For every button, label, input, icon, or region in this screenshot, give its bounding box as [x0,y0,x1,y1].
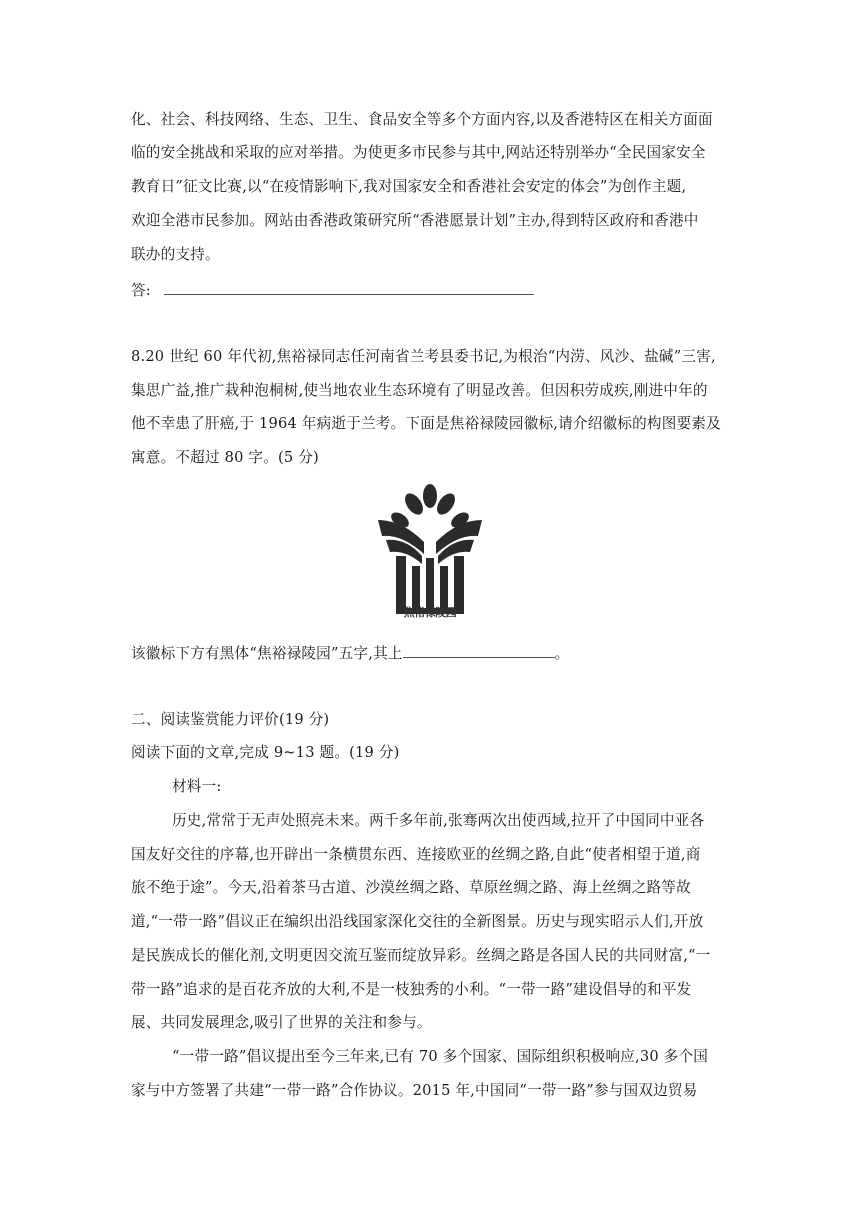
text-line: 临的安全挑战和采取的应对举措。为使更多市民参与其中,网站还特别举办“全民国家安全 [131,144,706,161]
text-line: 带一路”追求的是百花齐放的大利,不是一枝独秀的小利。“一带一路”建设倡导的和平发 [131,981,692,998]
text-line: 国友好交往的序幕,也开辟出一条横贯东西、连接欧亚的丝绸之路,自此“使者相望于道,商 [131,846,701,863]
text-line: 旅不绝于途”。今天,沿着茶马古道、沙漠丝绸之路、草原丝绸之路、海上丝绸之路等故 [131,879,691,896]
text-line: 道,“一带一路”倡议正在编织出沿线国家深化交往的全新图景。历史与现实昭示人们,开放 [131,913,704,930]
text-line: “一带一路”倡议提出至今三年来,已有 70 多个国家、国际组织积极响应,30 多个国 [172,1048,709,1065]
question-line: 集思广益,推广栽种泡桐树,使当地农业生态环境有了明显改善。但因积劳成疾,刚进中年的 [131,382,708,399]
text-line: 教育日”征文比赛,以“在疫情影响下,我对国家安全和香港社会安定的体会”为创作主题, [131,178,687,195]
fill-suffix: 。 [554,645,570,662]
fill-in-line [131,643,569,664]
section-heading: 二、阅读鉴赏能力评价(19 分) [131,711,330,728]
text-line: 联办的支持。 [131,246,220,263]
answer-line [131,280,534,301]
emblem-text: 焦裕禄陵园 [403,606,457,619]
answer-label: 答: [131,282,151,299]
answer-blank[interactable] [164,280,534,295]
text-line: 展、共同发展理念,吸引了世界的关注和参与。 [131,1014,432,1031]
fill-prefix: 该徽标下方有黑体“焦裕禄陵园”五字,其上 [131,645,403,662]
section-instruction: 阅读下面的文章,完成 9~13 题。(19 分) [131,744,400,761]
memorial-emblem-logo [372,484,488,624]
text-line: 历史,常常于无声处照亮未来。两千多年前,张骞两次出使西域,拉开了中国同中亚各 [172,812,705,829]
fill-blank[interactable] [403,643,555,658]
text-line: 家与中方签署了共建“一带一路”合作协议。2015 年,中国同“一带一路”参与国双边贸易 [131,1082,698,1099]
material-label: 材料一: [172,778,222,795]
question-line: 8.20 世纪 60 年代初,焦裕禄同志任河南省兰考县委书记,为根治“内涝、风沙、盐碱”三害, [131,348,716,365]
text-line: 是民族成长的催化剂,文明更因交流互鉴而绽放异彩。丝绸之路是各国人民的共同财富,“一 [131,947,711,964]
text-line: 欢迎全港市民参加。网站由香港政策研究所“香港愿景计划”主办,得到特区政府和香港中 [131,212,699,229]
text-line: 化、社会、科技网络、生态、卫生、食品安全等多个方面内容,以及香港特区在相关方面面 [131,111,713,128]
question-line: 他不幸患了肝癌,于 1964 年病逝于兰考。下面是焦裕禄陵园徽标,请介绍徽标的构图要素及 [131,415,721,432]
question-line: 寓意。不超过 80 字。(5 分) [131,449,319,466]
